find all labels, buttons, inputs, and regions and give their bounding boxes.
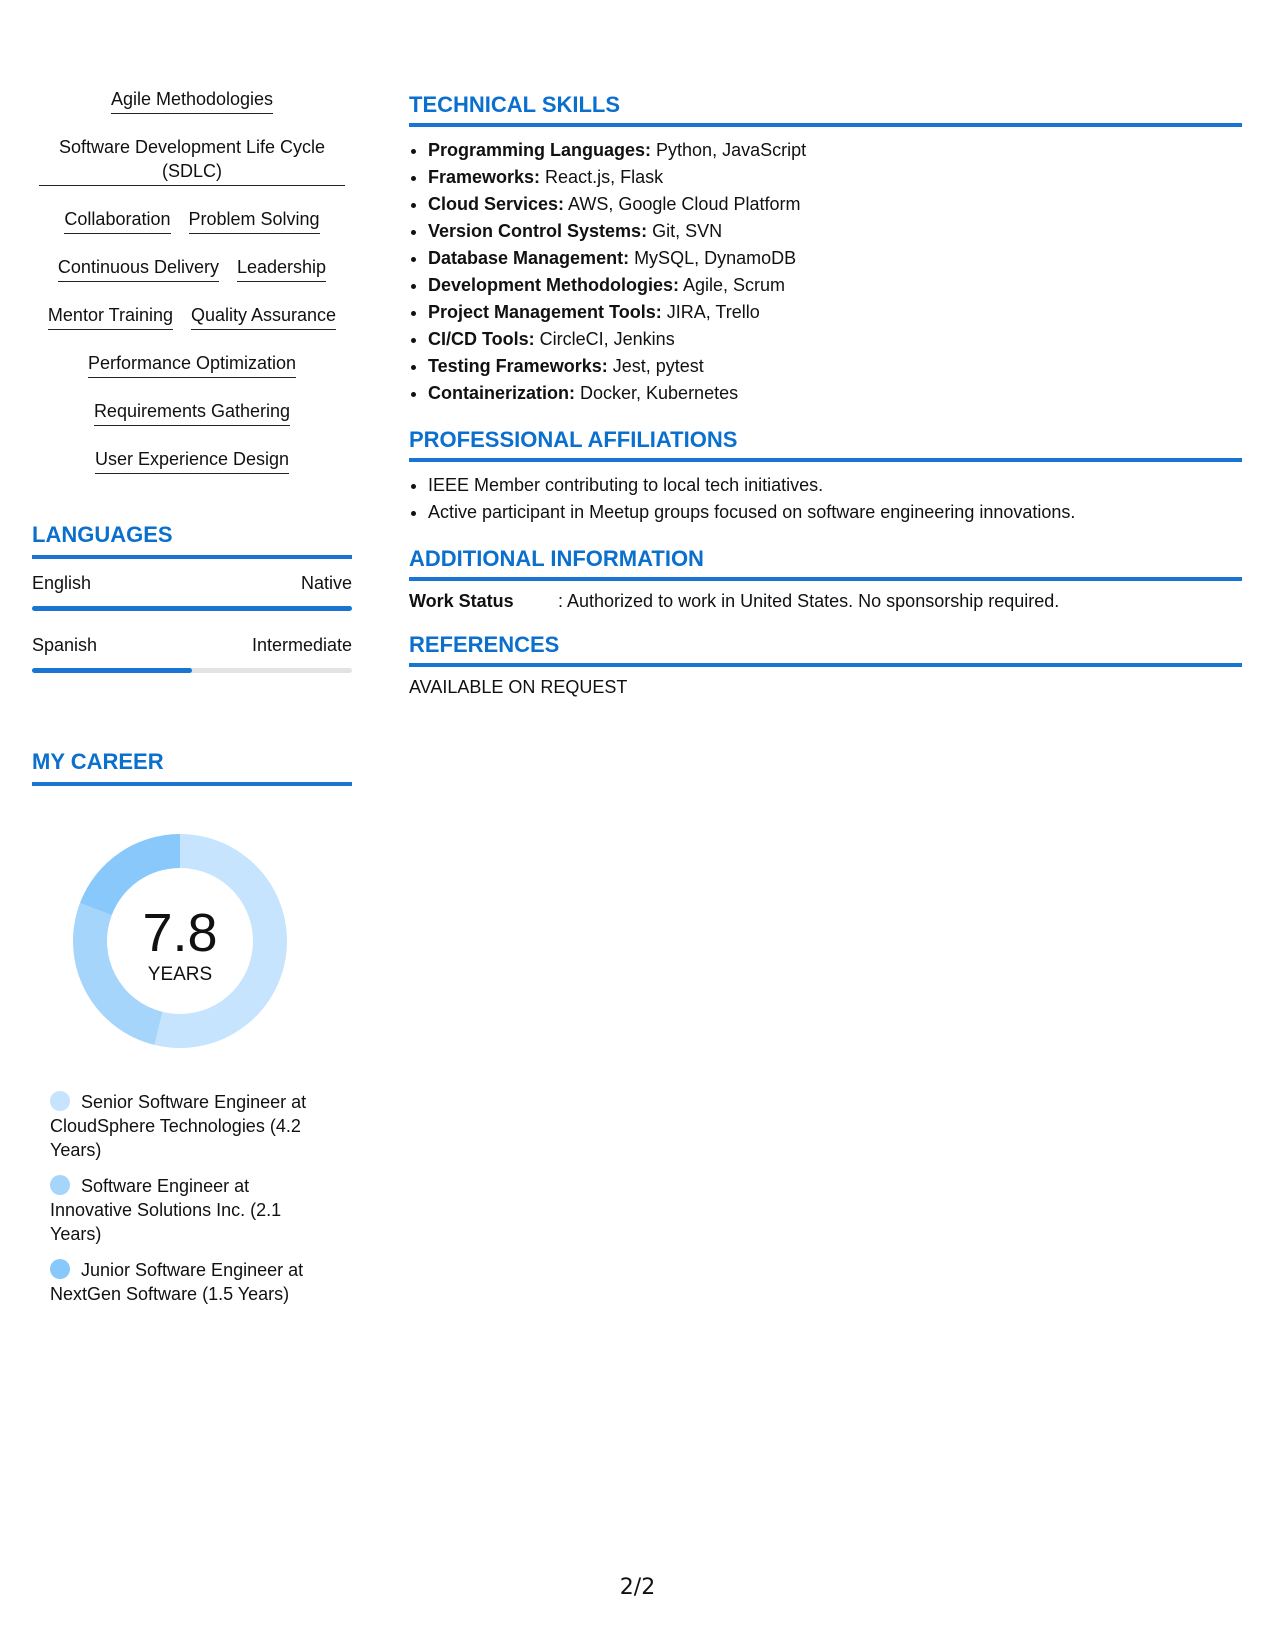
language-item bbox=[32, 573, 352, 611]
technical-skills-heading: TECHNICAL SKILLS bbox=[409, 92, 1242, 127]
skill-value: Agile, Scrum bbox=[679, 275, 786, 295]
language-bar bbox=[32, 606, 352, 611]
legend-item bbox=[50, 1174, 320, 1246]
list-item bbox=[428, 380, 1242, 407]
language-bar-fill bbox=[32, 606, 352, 611]
legend-label: Senior Software Engineer at CloudSphere Technologies (4.2 Years) bbox=[50, 1092, 307, 1160]
page-number: 2/2 bbox=[619, 1575, 656, 1600]
skill-tag: Quality Assurance bbox=[191, 303, 336, 330]
skill-value: JIRA, Trello bbox=[661, 302, 760, 322]
skill-label: Cloud Services: bbox=[428, 194, 565, 214]
skill-label: Frameworks: bbox=[428, 167, 541, 187]
legend-dot bbox=[50, 1175, 70, 1195]
skill-value: CircleCI, Jenkins bbox=[534, 329, 675, 349]
language-name: Spanish bbox=[32, 635, 98, 655]
affiliations-heading: PROFESSIONAL AFFILIATIONS bbox=[409, 427, 1242, 462]
list-item bbox=[428, 137, 1242, 164]
list-item bbox=[428, 353, 1242, 380]
skill-tag: Performance Optimization bbox=[88, 351, 296, 378]
career-section bbox=[32, 749, 352, 1306]
additional-info-heading: ADDITIONAL INFORMATION bbox=[409, 546, 1242, 581]
references-heading: REFERENCES bbox=[409, 632, 1242, 667]
language-bar-fill bbox=[32, 668, 192, 673]
list-item bbox=[428, 245, 1242, 272]
skill-tag: Software Development Life Cycle (SDLC) bbox=[39, 135, 345, 186]
left-column bbox=[32, 82, 352, 1318]
language-item bbox=[32, 635, 352, 673]
legend-item bbox=[50, 1258, 320, 1306]
skill-value: Git, SVN bbox=[647, 221, 723, 241]
affiliations-list bbox=[409, 472, 1242, 526]
legend-item bbox=[50, 1090, 320, 1162]
career-legend bbox=[50, 1090, 320, 1306]
right-column bbox=[409, 92, 1242, 698]
language-level: Native bbox=[300, 573, 352, 593]
skill-label: Containerization: bbox=[428, 383, 575, 403]
languages-section bbox=[32, 522, 352, 673]
work-status-label: Work Status bbox=[409, 591, 514, 611]
career-unit: YEARS bbox=[147, 964, 213, 985]
skill-value: Docker, Kubernetes bbox=[575, 383, 739, 403]
career-donut bbox=[67, 828, 293, 1054]
work-status-value: : Authorized to work in United States. No sponsorship required. bbox=[558, 591, 1060, 611]
references-text: AVAILABLE ON REQUEST bbox=[409, 677, 628, 697]
list-item bbox=[428, 326, 1242, 353]
list-item: • Active participant in Meetup groups focused on software engineering innovations. bbox=[428, 499, 1242, 526]
language-level: Intermediate bbox=[251, 635, 352, 655]
skill-tag: Collaboration bbox=[64, 207, 170, 234]
skill-label: Database Management: bbox=[428, 248, 630, 268]
skill-label: CI/CD Tools: bbox=[428, 329, 535, 349]
skill-value: MySQL, DynamoDB bbox=[629, 248, 797, 268]
languages-heading: LANGUAGES bbox=[32, 522, 352, 559]
list-item bbox=[428, 299, 1242, 326]
skill-label: Project Management Tools: bbox=[428, 302, 662, 322]
legend-label: Software Engineer at Innovative Solutions Inc. (2.1 Years) bbox=[50, 1176, 282, 1244]
list-item: • IEEE Member contributing to local tech initiatives. bbox=[428, 472, 1242, 499]
list-item bbox=[428, 164, 1242, 191]
skill-tag: Problem Solving bbox=[189, 207, 320, 234]
skill-value: React.js, Flask bbox=[540, 167, 664, 187]
skill-value: Python, JavaScript bbox=[651, 140, 807, 160]
skill-tag: Mentor Training bbox=[48, 303, 173, 330]
skill-label: Development Methodologies: bbox=[428, 275, 680, 295]
skill-tag: Leadership bbox=[237, 255, 326, 282]
skill-tag: Continuous Delivery bbox=[58, 255, 219, 282]
skill-value: Jest, pytest bbox=[607, 356, 704, 376]
career-heading: MY CAREER bbox=[32, 749, 352, 786]
skill-label: Programming Languages: bbox=[428, 140, 652, 160]
language-bar bbox=[32, 668, 352, 673]
skill-label: Version Control Systems: bbox=[428, 221, 648, 241]
skill-tag: Agile Methodologies bbox=[111, 87, 273, 114]
skill-tags bbox=[32, 82, 352, 490]
legend-dot bbox=[50, 1091, 70, 1111]
list-item bbox=[428, 272, 1242, 299]
technical-skills-list bbox=[409, 137, 1242, 407]
skill-value: AWS, Google Cloud Platform bbox=[564, 194, 801, 214]
legend-label: Junior Software Engineer at NextGen Software (1.5 Years) bbox=[50, 1260, 304, 1304]
language-name: English bbox=[32, 573, 92, 593]
skill-tag: User Experience Design bbox=[95, 447, 289, 474]
list-item bbox=[428, 191, 1242, 218]
career-total: 7.8 bbox=[142, 903, 218, 963]
skill-label: Testing Frameworks: bbox=[428, 356, 608, 376]
skill-tag: Requirements Gathering bbox=[94, 399, 290, 426]
work-status-row bbox=[409, 591, 1242, 612]
legend-dot bbox=[50, 1259, 70, 1279]
list-item bbox=[428, 218, 1242, 245]
